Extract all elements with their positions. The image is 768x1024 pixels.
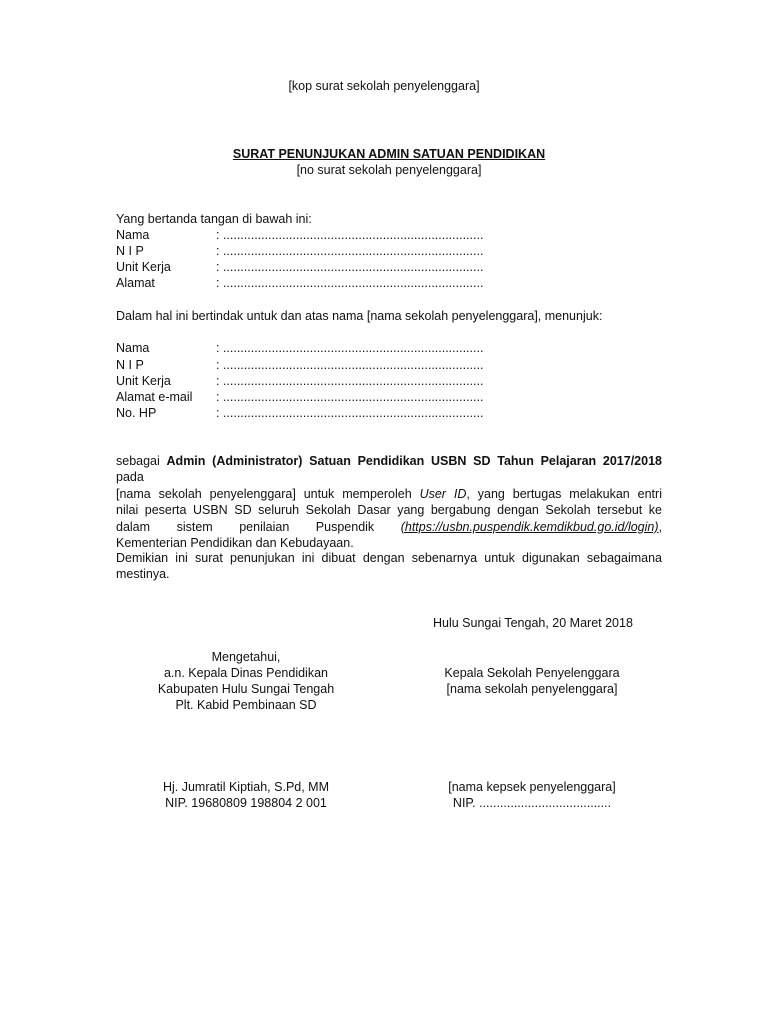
signatory-name: [nama kepsek penyelenggara]	[448, 780, 616, 794]
field-label: N I P	[116, 358, 144, 372]
acknowledged-text: Mengetahui,	[211, 650, 281, 664]
signatory-name: Hj. Jumratil Kiptiah, S.Pd, MM	[162, 780, 329, 794]
intro-text: Yang bertanda tangan di bawah ini:	[116, 212, 312, 226]
signatory-title: Kepala Sekolah Penyelenggara	[444, 666, 620, 680]
body-text-italic: User ID	[419, 486, 467, 501]
signatory-title: Kabupaten Hulu Sungai Tengah	[157, 682, 335, 696]
signatory-title: a.n. Kepala Dinas Pendidikan	[163, 666, 328, 680]
field-value-dotted: : ...........................................................................	[216, 244, 484, 258]
field-label: Alamat	[116, 276, 155, 290]
field-label: Alamat e-mail	[116, 390, 193, 404]
field-value-dotted: : ...........................................................................	[216, 260, 484, 274]
puspendik-url-link[interactable]: (https://usbn.puspendik.kemdikbud.go.id/login)	[400, 519, 659, 534]
place-date: Hulu Sungai Tengah, 20 Maret 2018	[433, 616, 633, 630]
field-value-dotted: : ...........................................................................	[216, 228, 484, 242]
field-label: Nama	[116, 341, 150, 355]
letter-number: [no surat sekolah penyelenggara]	[296, 163, 482, 177]
body-text: Kementerian Pendidikan dan Kebudayaan.	[116, 536, 354, 551]
field-label: Unit Kerja	[116, 260, 171, 274]
body-text-bold: Admin (Administrator) Satuan Pendidikan USBN SD Tahun Pelajaran 2017/2018	[166, 454, 662, 468]
body-text: [nama sekolah penyelenggara] untuk memperoleh	[116, 486, 420, 501]
appointment-paragraph	[116, 453, 662, 551]
signatory-nip: NIP. ......................................	[452, 796, 612, 810]
body-text: nilai peserta USBN SD seluruh Sekolah Dasar yang bergabung dengan Sekolah tersebut ke	[116, 503, 662, 518]
field-value-dotted: : ...........................................................................	[216, 341, 484, 355]
field-label: No. HP	[116, 406, 157, 420]
closing-paragraph	[116, 550, 662, 583]
field-value-dotted: : ...........................................................................	[216, 374, 484, 388]
body-text: mestinya.	[116, 567, 170, 582]
signatory-title: Plt. Kabid Pembinaan SD	[175, 698, 317, 712]
body-text: Demikian ini surat penunjukan ini dibuat dengan sebenarnya untuk digunakan sebagaimana	[116, 551, 662, 565]
field-value-dotted: : ...........................................................................	[216, 358, 484, 372]
letter-title: SURAT PENUNJUKAN ADMIN SATUAN PENDIDIKAN	[232, 147, 546, 161]
signatory-school: [nama sekolah penyelenggara]	[446, 682, 618, 696]
field-label: N I P	[116, 244, 144, 258]
body-text: , yang bertugas melakukan entri	[466, 486, 662, 501]
acting-on-behalf-text: Dalam hal ini bertindak untuk dan atas nama [nama sekolah penyelenggara], menunjuk:	[116, 309, 603, 323]
letterhead-placeholder: [kop surat sekolah penyelenggara]	[288, 79, 480, 93]
field-value-dotted: : ...........................................................................	[216, 276, 484, 290]
field-label: Unit Kerja	[116, 374, 171, 388]
field-label: Nama	[116, 228, 150, 242]
body-text: ,	[658, 519, 662, 534]
signatory-nip: NIP. 19680809 198804 2 001	[165, 796, 327, 810]
field-value-dotted: : ...........................................................................	[216, 406, 484, 420]
body-text: sebagai	[116, 454, 167, 468]
body-text: pada	[116, 470, 144, 485]
body-text: dalam sistem penilaian Puspendik	[116, 519, 401, 534]
field-value-dotted: : ...........................................................................	[216, 390, 484, 404]
